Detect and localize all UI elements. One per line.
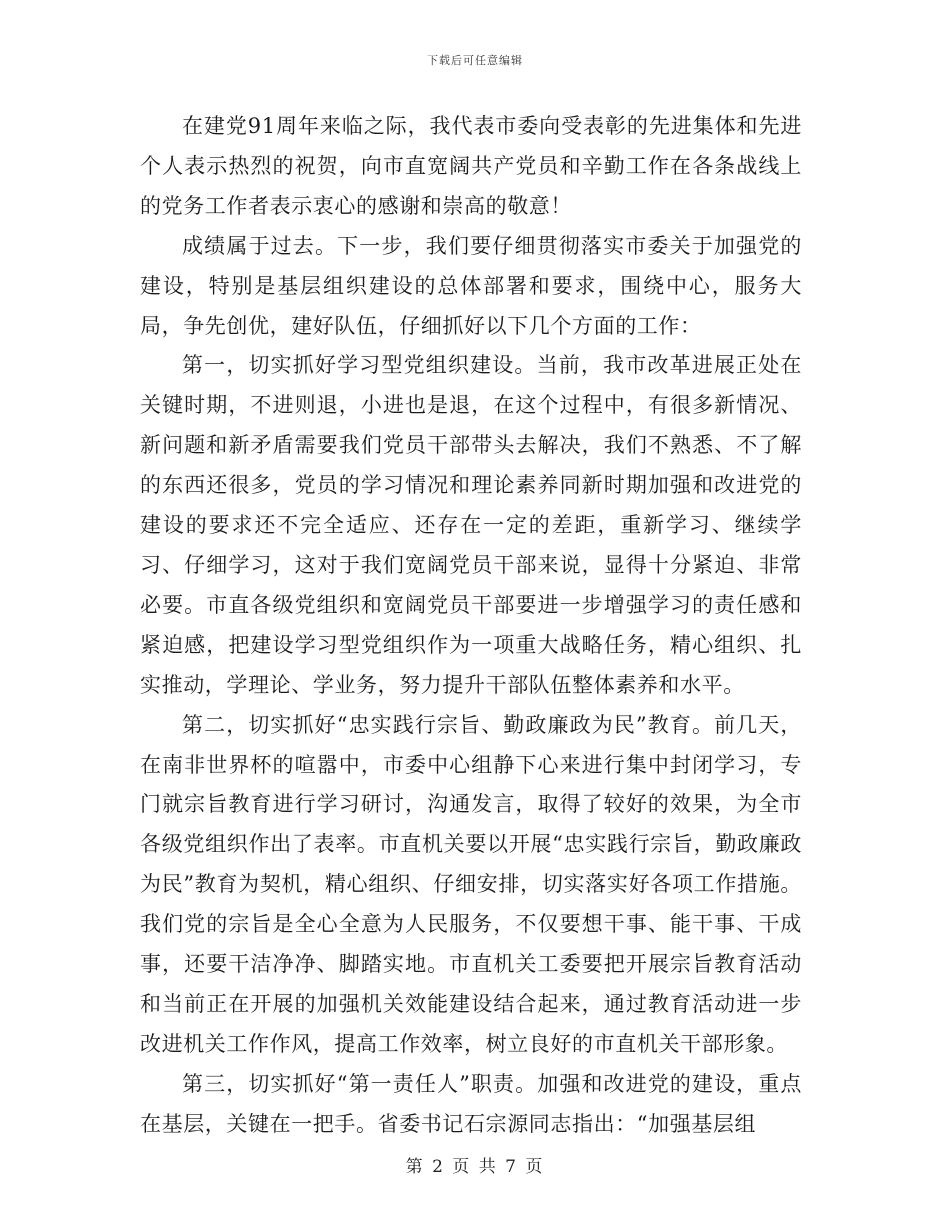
- paragraph: 第一，切实抓好学习型党组织建设。当前，我市改革进展正处在关键时期，不进则退，小进也是退，在这个过程中，有很多新情况、新问题和新矛盾需要我们党员干部带头去解决，我们不熟悉、不了解的东西还很多，党员的学习情况和理论素养同新时期加强和改进党的建设的要求还不完全适应、还存在一定的差距，重新学习、继续学习、仔细学习，这对于我们宽阔党员干部来说，显得十分紧迫、非常必要。市直各级党组织和宽阔党员干部要进一步增强学习的责任感和紧迫感，把建设学习型党组织作为一项重大战略任务，精心组织、扎实推动，学理论、学业务，努力提升干部队伍整体素养和水平。: [140, 353, 802, 697]
- page-footer: 第 2 页 共 7 页: [405, 1157, 545, 1177]
- paragraph: 第二，切实抓好“忠实践行宗旨、勤政廉政为民”教育。前几天，在南非世界杯的喧嚣中，市委中心组静下心来进行集中封闭学习，专门就宗旨教育进行学习研讨，沟通发言，取得了较好的效果，为全市各级党组织作出了表率。市直机关要以开展“忠实践行宗旨，勤政廉政为民”教育为契机，精心组织、仔细安排，切实落实好各项工作措施。我们党的宗旨是全心全意为人民服务，不仅要想干事、能干事、干成事，还要干洁净净、脚踏实地。市直机关工委要把开展宗旨教育活动和当前正在开展的加强机关效能建设结合起来，通过教育活动进一步改进机关工作作风，提高工作效率，树立良好的市直机关干部形象。: [140, 712, 802, 1056]
- paragraph: 第三，切实抓好“第一责任人”职责。加强和改进党的建设，重点在基层，关键在一把手。省委书记石宗源同志指出：“加强基层组: [140, 1071, 802, 1136]
- paragraph: 在建党91周年来临之际，我代表市委向受表彰的先进集体和先进个人表示热烈的祝贺，向市直宽阔共产党员和辛勤工作在各条战线上的党务工作者表示衷心的感谢和崇高的敬意！: [140, 114, 802, 218]
- page-header: 下载后可任意编辑: [427, 54, 523, 67]
- paragraph: 成绩属于过去。下一步，我们要仔细贯彻落实市委关于加强党的建设，特别是基层组织建设的总体部署和要求，围绕中心，服务大局，争先创优，建好队伍，仔细抓好以下几个方面的工作：: [140, 233, 802, 338]
- document-body: [140, 107, 802, 1145]
